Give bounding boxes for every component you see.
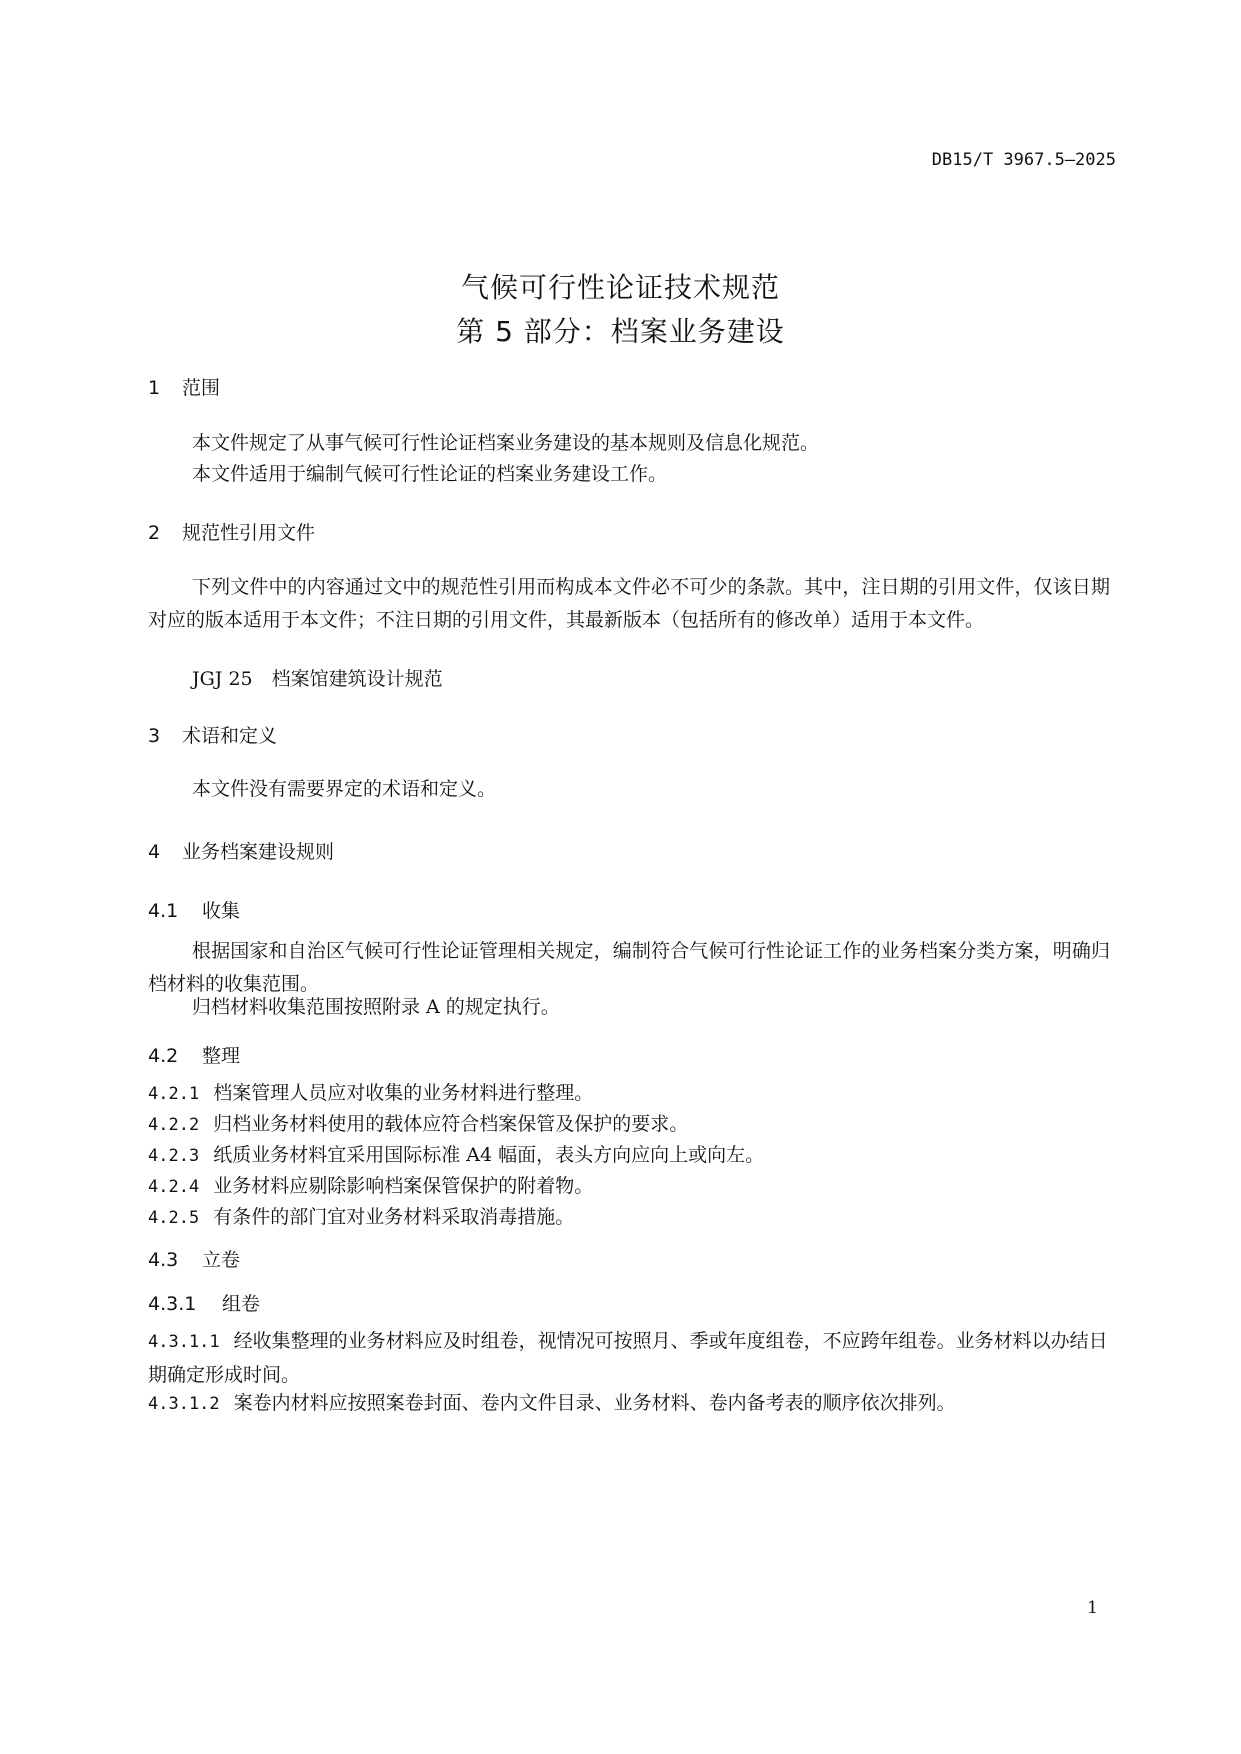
document-title: 气候可行性论证技术规范 <box>460 271 780 304</box>
section-4-1-paragraph-1: 根据国家和自治区气候可行性论证管理相关规定，编制符合气候可行性论证工作的业务档案分类方案，明确归档材料的收集范围。 <box>148 940 1110 995</box>
clause-number: 4.2.3 <box>148 1146 200 1166</box>
clause-number: 4.2.5 <box>148 1208 200 1228</box>
section-4-1-paragraph-2: 归档材料收集范围按照附录 A 的规定执行。 <box>192 996 560 1018</box>
clause-item <box>148 1108 1110 1142</box>
clause-number: 4.3.1.2 <box>148 1394 220 1414</box>
clause-item <box>148 1325 1110 1392</box>
section-number: 4 <box>148 841 161 863</box>
clause-number: 4.2.4 <box>148 1177 200 1197</box>
section-number: 4.1 <box>148 900 179 922</box>
clause-item <box>148 1201 1110 1235</box>
section-title: 整理 <box>202 1045 241 1067</box>
section-title: 术语和定义 <box>182 725 278 747</box>
section-4-2-heading <box>148 1041 240 1068</box>
section-title: 业务档案建设规则 <box>182 841 335 863</box>
section-3-heading <box>148 721 277 748</box>
clause-number: 4.2.2 <box>148 1115 200 1135</box>
clause-item <box>148 1139 1110 1173</box>
section-4-3-1-heading <box>148 1289 260 1316</box>
section-number: 1 <box>148 377 161 399</box>
clause-text: 档案管理人员应对收集的业务材料进行整理。 <box>213 1082 594 1104</box>
section-2-heading <box>148 518 315 545</box>
clause-text: 经收集整理的业务材料应及时组卷，视情况可按照月、季或年度组卷，不应跨年组卷。业务材料以办结日期确定形成时间。 <box>148 1330 1108 1386</box>
document-subtitle: 第 5 部分：档案业务建设 <box>456 315 785 348</box>
standard-code: DB15/T 3967.5—2025 <box>931 150 1116 170</box>
clause-text: 纸质业务材料宜采用国际标准 A4 幅面，表头方向应向上或向左。 <box>213 1144 765 1166</box>
section-4-heading <box>148 837 334 864</box>
section-title: 规范性引用文件 <box>182 522 316 544</box>
clause-text: 业务材料应剔除影响档案保管保护的附着物。 <box>213 1175 594 1197</box>
section-title: 范围 <box>182 377 221 399</box>
normative-reference-item: JGJ 25 档案馆建筑设计规范 <box>192 668 443 690</box>
section-1-paragraph-1: 本文件规定了从事气候可行性论证档案业务建设的基本规则及信息化规范。 <box>192 432 820 454</box>
clause-text: 归档业务材料使用的载体应符合档案保管及保护的要求。 <box>213 1113 689 1135</box>
section-2-paragraph-1: 下列文件中的内容通过文中的规范性引用而构成本文件必不可少的条款。其中，注日期的引用文件，仅该日期对应的版本适用于本文件；不注日期的引用文件，其最新版本（包括所有的修改单）适用于本文件。 <box>148 576 1110 631</box>
clause-number: 4.3.1.1 <box>148 1332 220 1352</box>
section-title: 组卷 <box>222 1293 261 1315</box>
section-number: 4.3.1 <box>148 1293 197 1315</box>
clause-item <box>148 1170 1110 1204</box>
section-title: 立卷 <box>202 1249 241 1271</box>
section-4-1-heading <box>148 896 240 923</box>
section-1-paragraph-2: 本文件适用于编制气候可行性论证的档案业务建设工作。 <box>192 463 668 485</box>
section-number: 4.3 <box>148 1249 179 1271</box>
clause-item <box>148 1387 1110 1421</box>
clause-text: 案卷内材料应按照案卷封面、卷内文件目录、业务材料、卷内备考表的顺序依次排列。 <box>233 1392 956 1414</box>
section-number: 2 <box>148 522 161 544</box>
section-title: 收集 <box>202 900 241 922</box>
clause-number: 4.2.1 <box>148 1084 200 1104</box>
clause-text: 有条件的部门宜对业务材料采取消毒措施。 <box>213 1206 575 1228</box>
section-4-3-heading <box>148 1245 240 1272</box>
section-number: 4.2 <box>148 1045 179 1067</box>
section-3-paragraph-1: 本文件没有需要界定的术语和定义。 <box>192 778 497 800</box>
section-number: 3 <box>148 725 161 747</box>
section-1-heading <box>148 373 220 400</box>
page-number: 1 <box>1087 1598 1098 1618</box>
clause-item <box>148 1077 1110 1111</box>
